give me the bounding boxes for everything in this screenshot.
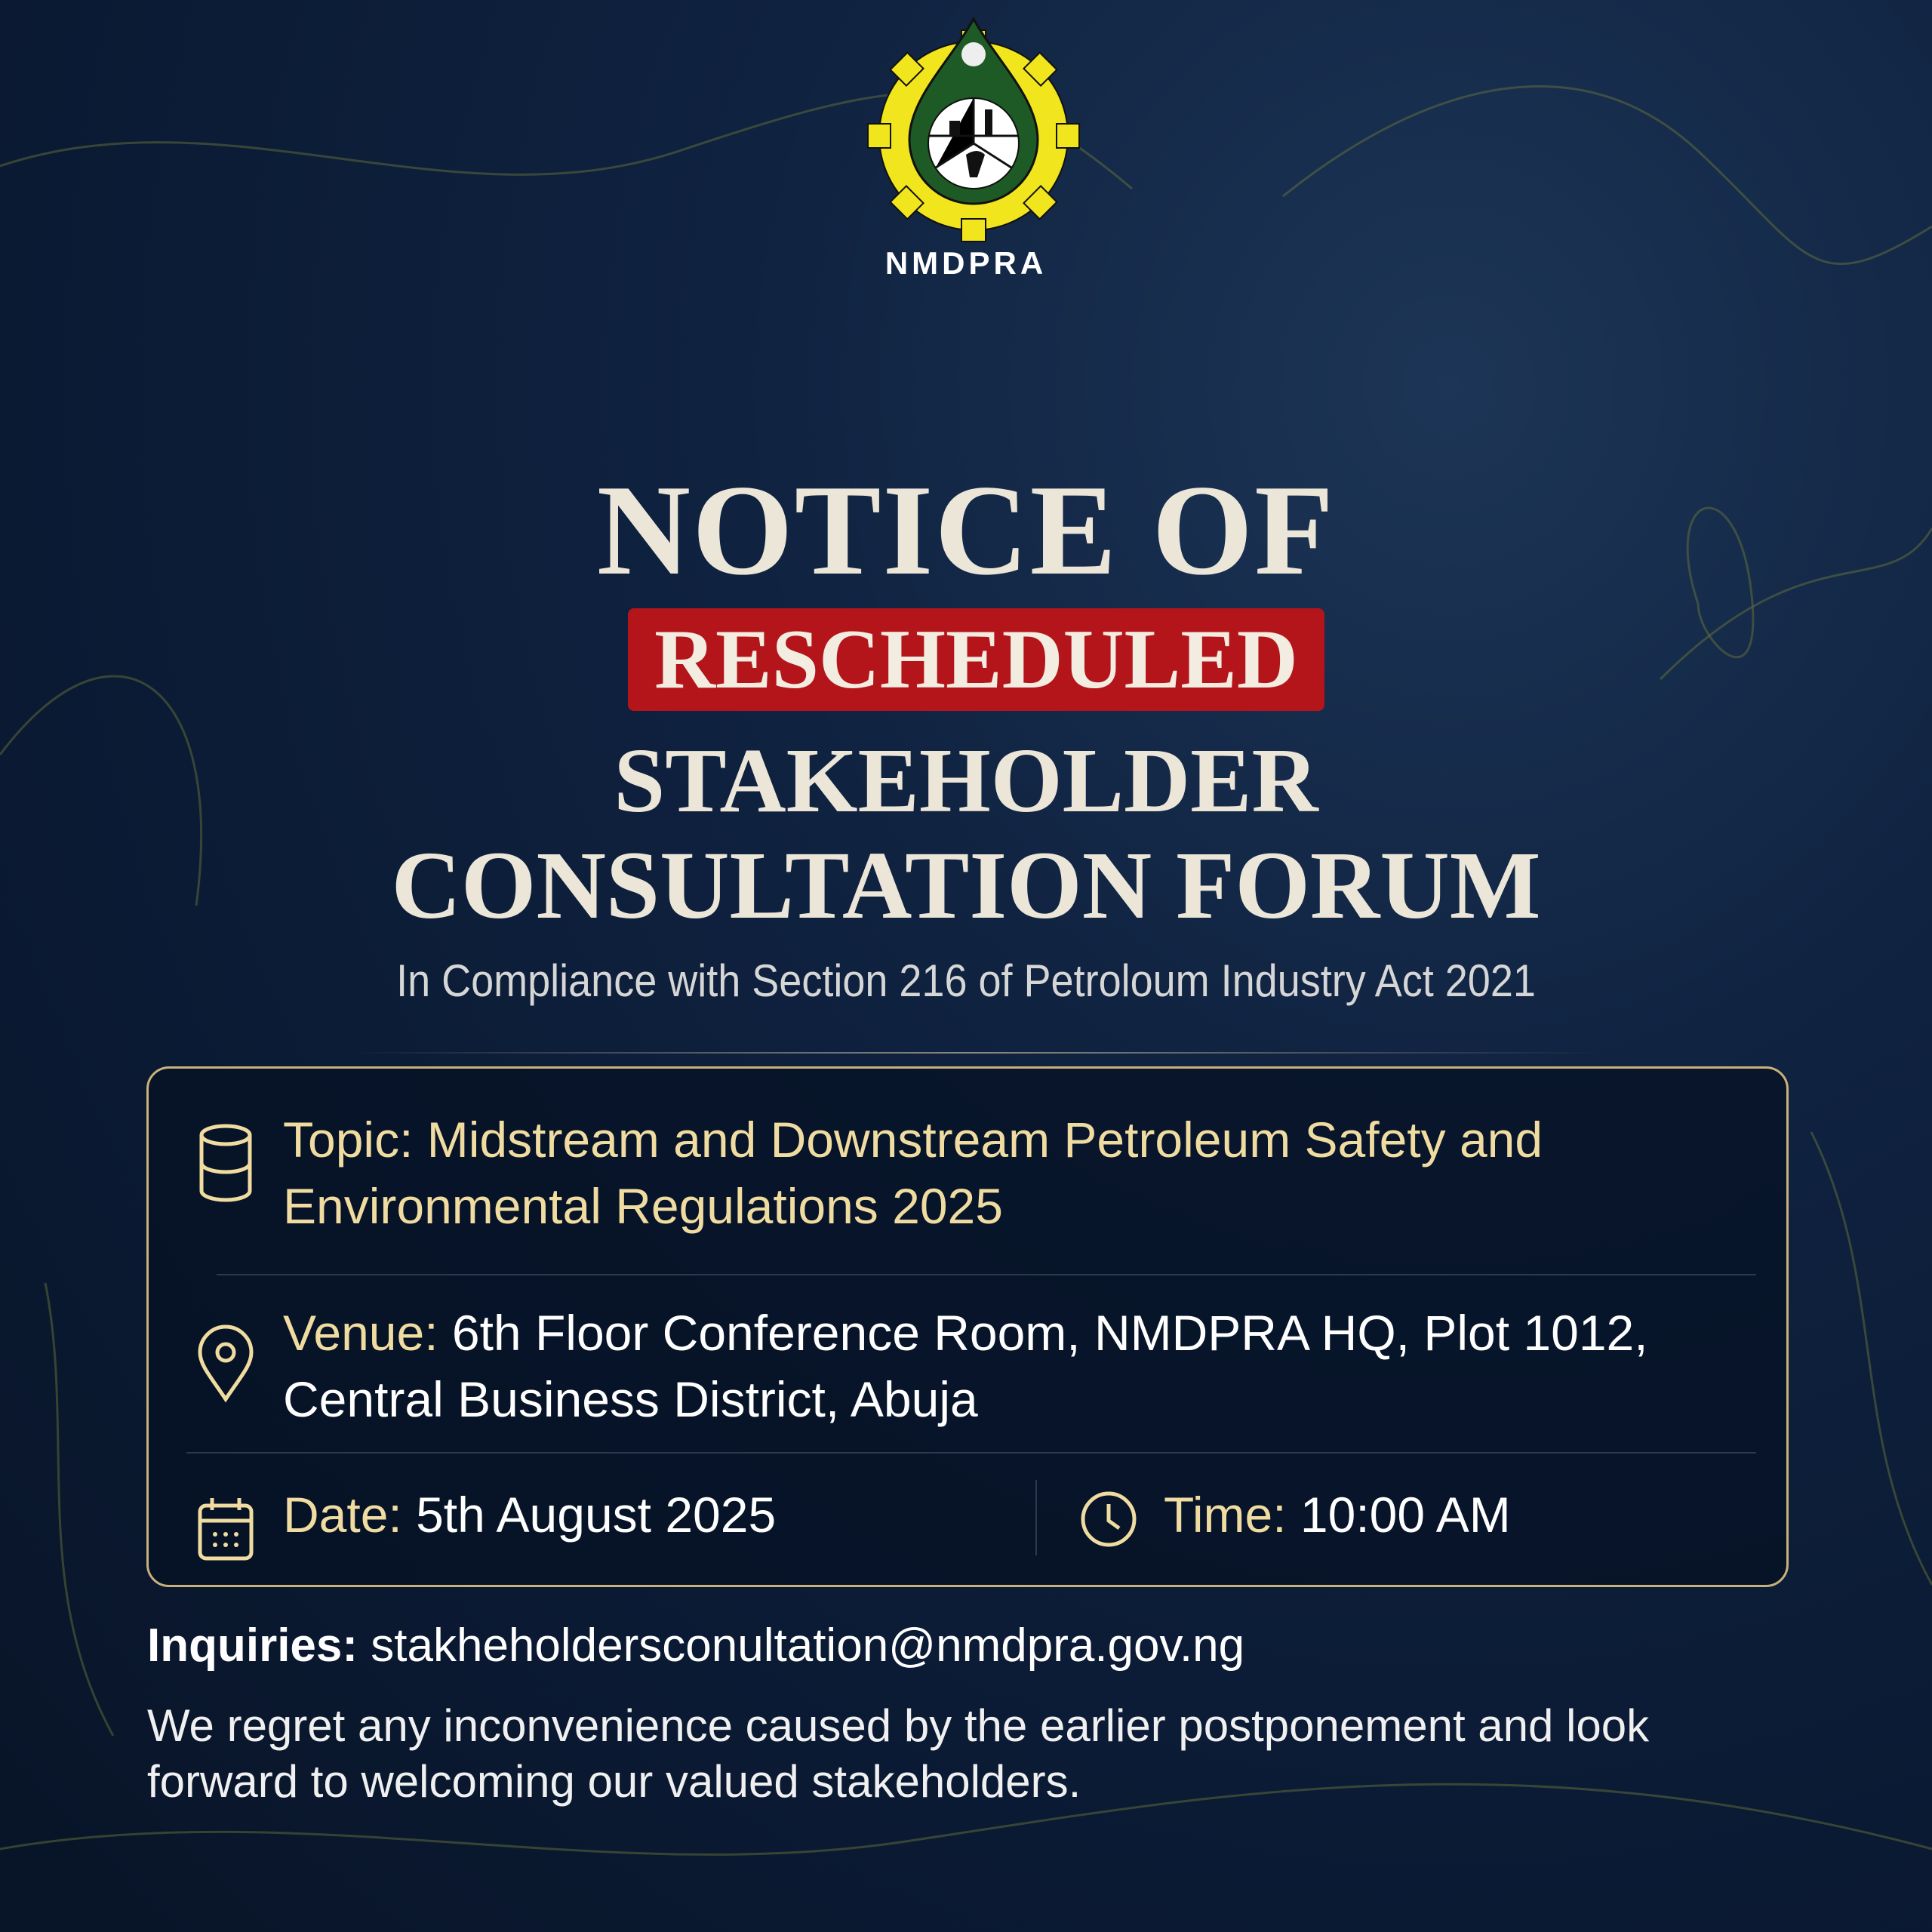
topic-value: Midstream and Downstream Petroleum Safety and Environmental Regulations 2025	[283, 1112, 1543, 1234]
inquiries	[147, 1619, 1244, 1672]
title-consultation-forum: CONSULTATION FORUM	[391, 832, 1541, 939]
rescheduled-badge: RESCHEDULED	[628, 608, 1324, 711]
time-text	[1164, 1481, 1511, 1548]
venue-label: Venue:	[283, 1305, 438, 1361]
closing-message: We regret any inconvenience caused by the earlier postponement and look forward to welcoming our valued stakeholders.	[147, 1700, 1650, 1807]
details-card	[146, 1066, 1789, 1587]
compliance-subtitle: In Compliance with Section 216 of Petroloum Industry Act 2021	[396, 955, 1536, 1006]
row-divider	[217, 1274, 1756, 1275]
clock-icon	[1078, 1489, 1139, 1549]
date-label: Date:	[283, 1487, 402, 1543]
time-value: 10:00 AM	[1300, 1487, 1511, 1543]
time-label: Time:	[1164, 1487, 1287, 1543]
brand-name: NMDPRA	[884, 245, 1048, 281]
date-text	[283, 1481, 776, 1548]
venue-text	[283, 1300, 1717, 1432]
barrel-icon	[195, 1121, 256, 1204]
calendar-icon	[195, 1487, 256, 1571]
column-divider	[1035, 1480, 1037, 1555]
venue-value: 6th Floor Conference Room, NMDPRA HQ, Plot 1012, Central Business District, Abuja	[283, 1305, 1648, 1427]
nmdpra-logo	[860, 8, 1087, 249]
inquiries-email[interactable]: stakheholdersconultation@nmdpra.gov.ng	[371, 1620, 1245, 1672]
title-notice-of: NOTICE OF	[596, 459, 1336, 602]
title-stakeholder: STAKEHOLDER	[614, 730, 1318, 832]
date-value: 5th August 2025	[416, 1487, 777, 1543]
row-divider	[186, 1452, 1756, 1454]
inquiries-label: Inquiries:	[147, 1620, 358, 1672]
location-pin-icon	[195, 1324, 256, 1407]
topic-label: Topic:	[283, 1112, 414, 1168]
divider	[347, 1052, 1600, 1054]
topic-text	[283, 1106, 1717, 1239]
